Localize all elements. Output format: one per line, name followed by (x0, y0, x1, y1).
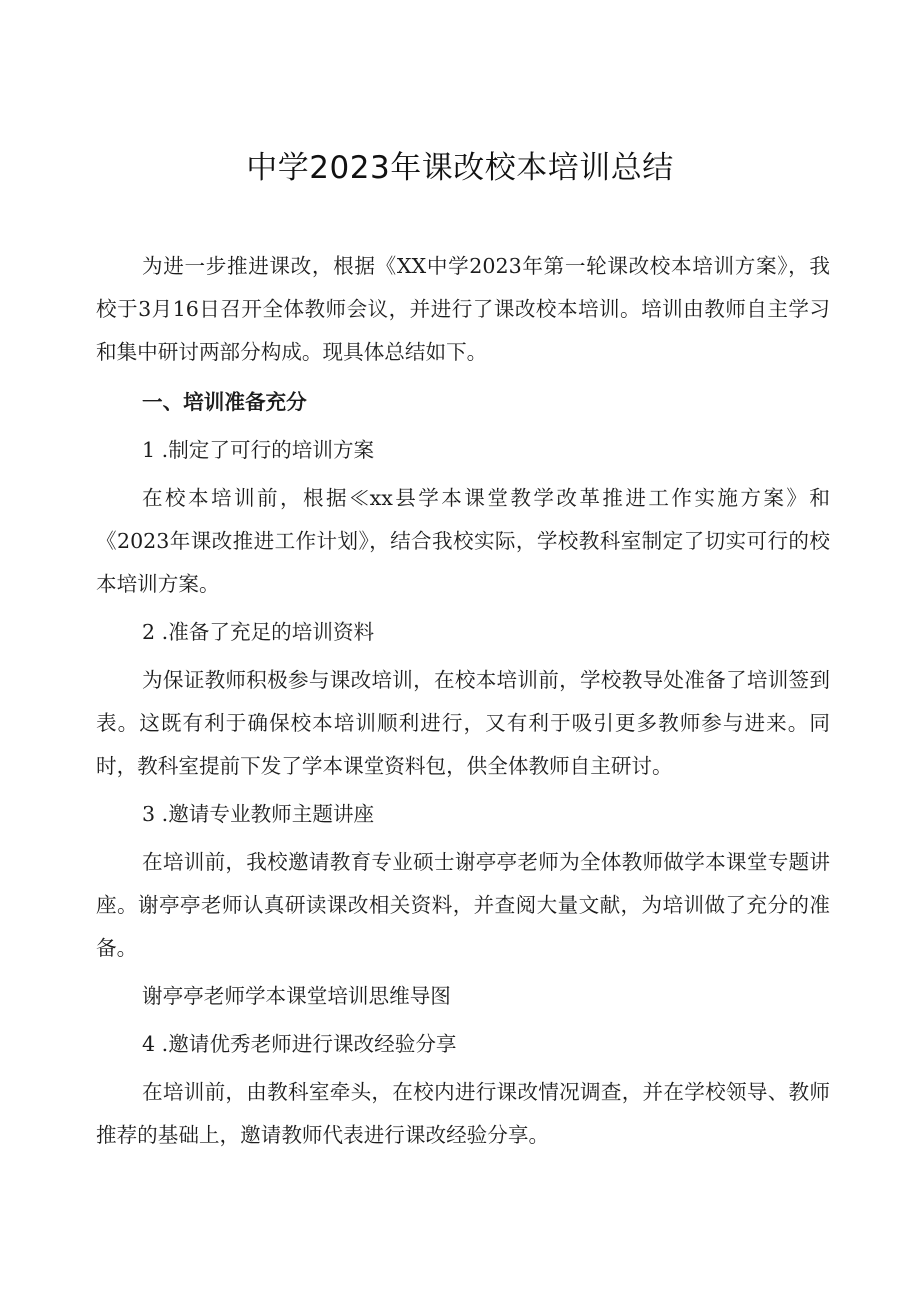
item-title-3: 3 .邀请专业教师主题讲座 (142, 802, 375, 826)
item-body-1: 在校本培训前，根据≪xx县学本课堂教学改革推进工作实施方案》和《2023年课改推进工作计划》，结合我校实际，学校教科室制定了切实可行的校本培训方案。 (96, 486, 830, 596)
section-heading-1: 一、培训准备充分 (142, 390, 307, 414)
item-body-4: 在培训前，由教科室牵头，在校内进行课改情况调查，并在学校领导、教师推荐的基础上，邀请教师代表进行课改经验分享。 (96, 1080, 830, 1147)
intro-paragraph: 为进一步推进课改，根据《XX中学2023年第一轮课改校本培训方案》，我校于3月16日召开全体教师会议，并进行了课改校本培训。培训由教师自主学习和集中研讨两部分构成。现具体总结如下。 (96, 254, 830, 364)
item-body-2: 为保证教师积极参与课改培训，在校本培训前，学校教导处准备了培训签到表。这既有利于确保校本培训顺利进行，又有利于吸引更多教师参与进来。同时，教科室提前下发了学本课堂资料包，供全体教师自主研讨。 (96, 668, 830, 778)
document-body (96, 245, 830, 1162)
figure-caption: 谢亭亭老师学本课堂培训思维导图 (142, 984, 451, 1008)
document-title: 中学2023年课改校本培训总结 (246, 150, 674, 186)
item-body-3: 在培训前，我校邀请教育专业硕士谢亭亭老师为全体教师做学本课堂专题讲座。谢亭亭老师认真研读课改相关资料，并查阅大量文献，为培训做了充分的准备。 (96, 850, 830, 960)
item-title-4: 4 .邀请优秀老师进行课改经验分享 (142, 1032, 457, 1056)
item-title-1: 1 .制定了可行的培训方案 (142, 438, 375, 462)
item-title-2: 2 .准备了充足的培训资料 (142, 620, 375, 644)
